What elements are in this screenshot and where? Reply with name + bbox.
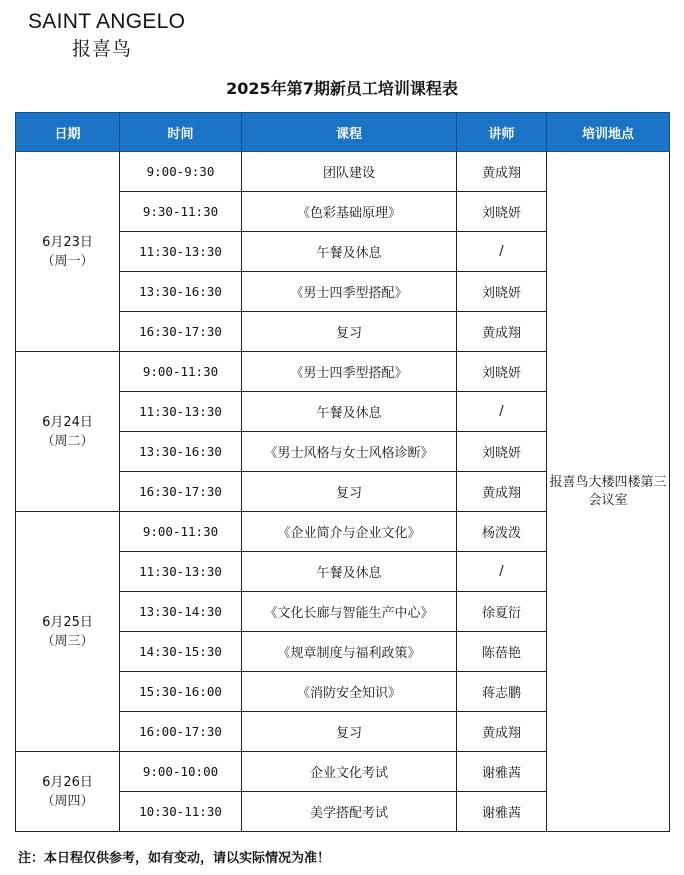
time-cell: 9:00-10:00 <box>120 752 242 792</box>
weekday-label: （周三） <box>41 633 94 649</box>
instructor-cell: 黄成翔 <box>457 472 547 512</box>
time-cell: 14:30-15:30 <box>120 632 242 672</box>
course-cell: 企业文化考试 <box>242 752 457 792</box>
weekday-label: （周二） <box>41 433 94 449</box>
time-cell: 11:30-13:30 <box>120 392 242 432</box>
date-label: 6月26日 <box>42 774 93 790</box>
time-cell: 13:30-16:30 <box>120 432 242 472</box>
table-header-row <box>16 113 670 152</box>
course-cell: 午餐及休息 <box>242 392 457 432</box>
course-cell: 《色彩基础原理》 <box>242 192 457 232</box>
instructor-cell: 黄成翔 <box>457 312 547 352</box>
time-cell: 16:30-17:30 <box>120 472 242 512</box>
header-time: 时间 <box>120 113 242 152</box>
instructor-cell: 黄成翔 <box>457 712 547 752</box>
instructor-cell: 谢雅茜 <box>457 792 547 832</box>
time-cell: 11:30-13:30 <box>120 552 242 592</box>
header-instructor: 讲师 <box>457 113 547 152</box>
time-cell: 15:30-16:00 <box>120 672 242 712</box>
course-cell: 午餐及休息 <box>242 232 457 272</box>
instructor-cell: 徐夏衍 <box>457 592 547 632</box>
instructor-cell: / <box>457 232 547 272</box>
time-cell: 16:00-17:30 <box>120 712 242 752</box>
date-cell <box>16 512 120 752</box>
table-row <box>16 152 670 192</box>
instructor-cell: 刘晓妍 <box>457 192 547 232</box>
page-title: 2025年第7期新员工培训课程表 <box>226 79 458 98</box>
course-cell: 复习 <box>242 712 457 752</box>
time-cell: 9:00-11:30 <box>120 512 242 552</box>
header-course: 课程 <box>242 113 457 152</box>
time-cell: 9:00-9:30 <box>120 152 242 192</box>
course-cell: 午餐及休息 <box>242 552 457 592</box>
location-cell: 报喜鸟大楼四楼第三会议室 <box>547 152 670 832</box>
date-cell <box>16 752 120 832</box>
course-cell: 复习 <box>242 312 457 352</box>
date-label: 6月23日 <box>42 234 93 250</box>
time-cell: 9:30-11:30 <box>120 192 242 232</box>
instructor-cell: 黄成翔 <box>457 152 547 192</box>
brand-logo <box>28 9 185 61</box>
instructor-cell: 谢雅茜 <box>457 752 547 792</box>
time-cell: 10:30-11:30 <box>120 792 242 832</box>
instructor-cell: / <box>457 392 547 432</box>
course-cell: 《企业简介与企业文化》 <box>242 512 457 552</box>
date-label: 6月25日 <box>42 614 93 630</box>
date-cell <box>16 352 120 512</box>
course-cell: 《男士四季型搭配》 <box>242 352 457 392</box>
course-cell: 复习 <box>242 472 457 512</box>
header-date: 日期 <box>16 113 120 152</box>
course-cell: 《规章制度与福利政策》 <box>242 632 457 672</box>
course-cell: 《文化长廊与智能生产中心》 <box>242 592 457 632</box>
course-cell: 美学搭配考试 <box>242 792 457 832</box>
brand-name-cn: 报喜鸟 <box>72 38 133 60</box>
instructor-cell: 刘晓妍 <box>457 432 547 472</box>
schedule-body <box>16 152 670 832</box>
instructor-cell: 刘晓妍 <box>457 272 547 312</box>
course-cell: 团队建设 <box>242 152 457 192</box>
header-location: 培训地点 <box>547 113 670 152</box>
footnote: 注：本日程仅供参考，如有变动，请以实际情况为准！ <box>18 851 331 866</box>
instructor-cell: / <box>457 552 547 592</box>
weekday-label: （周一） <box>41 253 94 269</box>
course-cell: 《消防安全知识》 <box>242 672 457 712</box>
course-cell: 《男士四季型搭配》 <box>242 272 457 312</box>
date-cell <box>16 152 120 352</box>
instructor-cell: 蒋志鹏 <box>457 672 547 712</box>
brand-name-en: SAINT ANGELO <box>28 10 186 33</box>
instructor-cell: 陈蓓艳 <box>457 632 547 672</box>
time-cell: 11:30-13:30 <box>120 232 242 272</box>
time-cell: 16:30-17:30 <box>120 312 242 352</box>
time-cell: 9:00-11:30 <box>120 352 242 392</box>
schedule-table <box>15 112 670 832</box>
instructor-cell: 刘晓妍 <box>457 352 547 392</box>
weekday-label: （周四） <box>41 793 94 809</box>
instructor-cell: 杨泼泼 <box>457 512 547 552</box>
course-cell: 《男士风格与女士风格诊断》 <box>242 432 457 472</box>
date-label: 6月24日 <box>42 414 93 430</box>
time-cell: 13:30-14:30 <box>120 592 242 632</box>
time-cell: 13:30-16:30 <box>120 272 242 312</box>
